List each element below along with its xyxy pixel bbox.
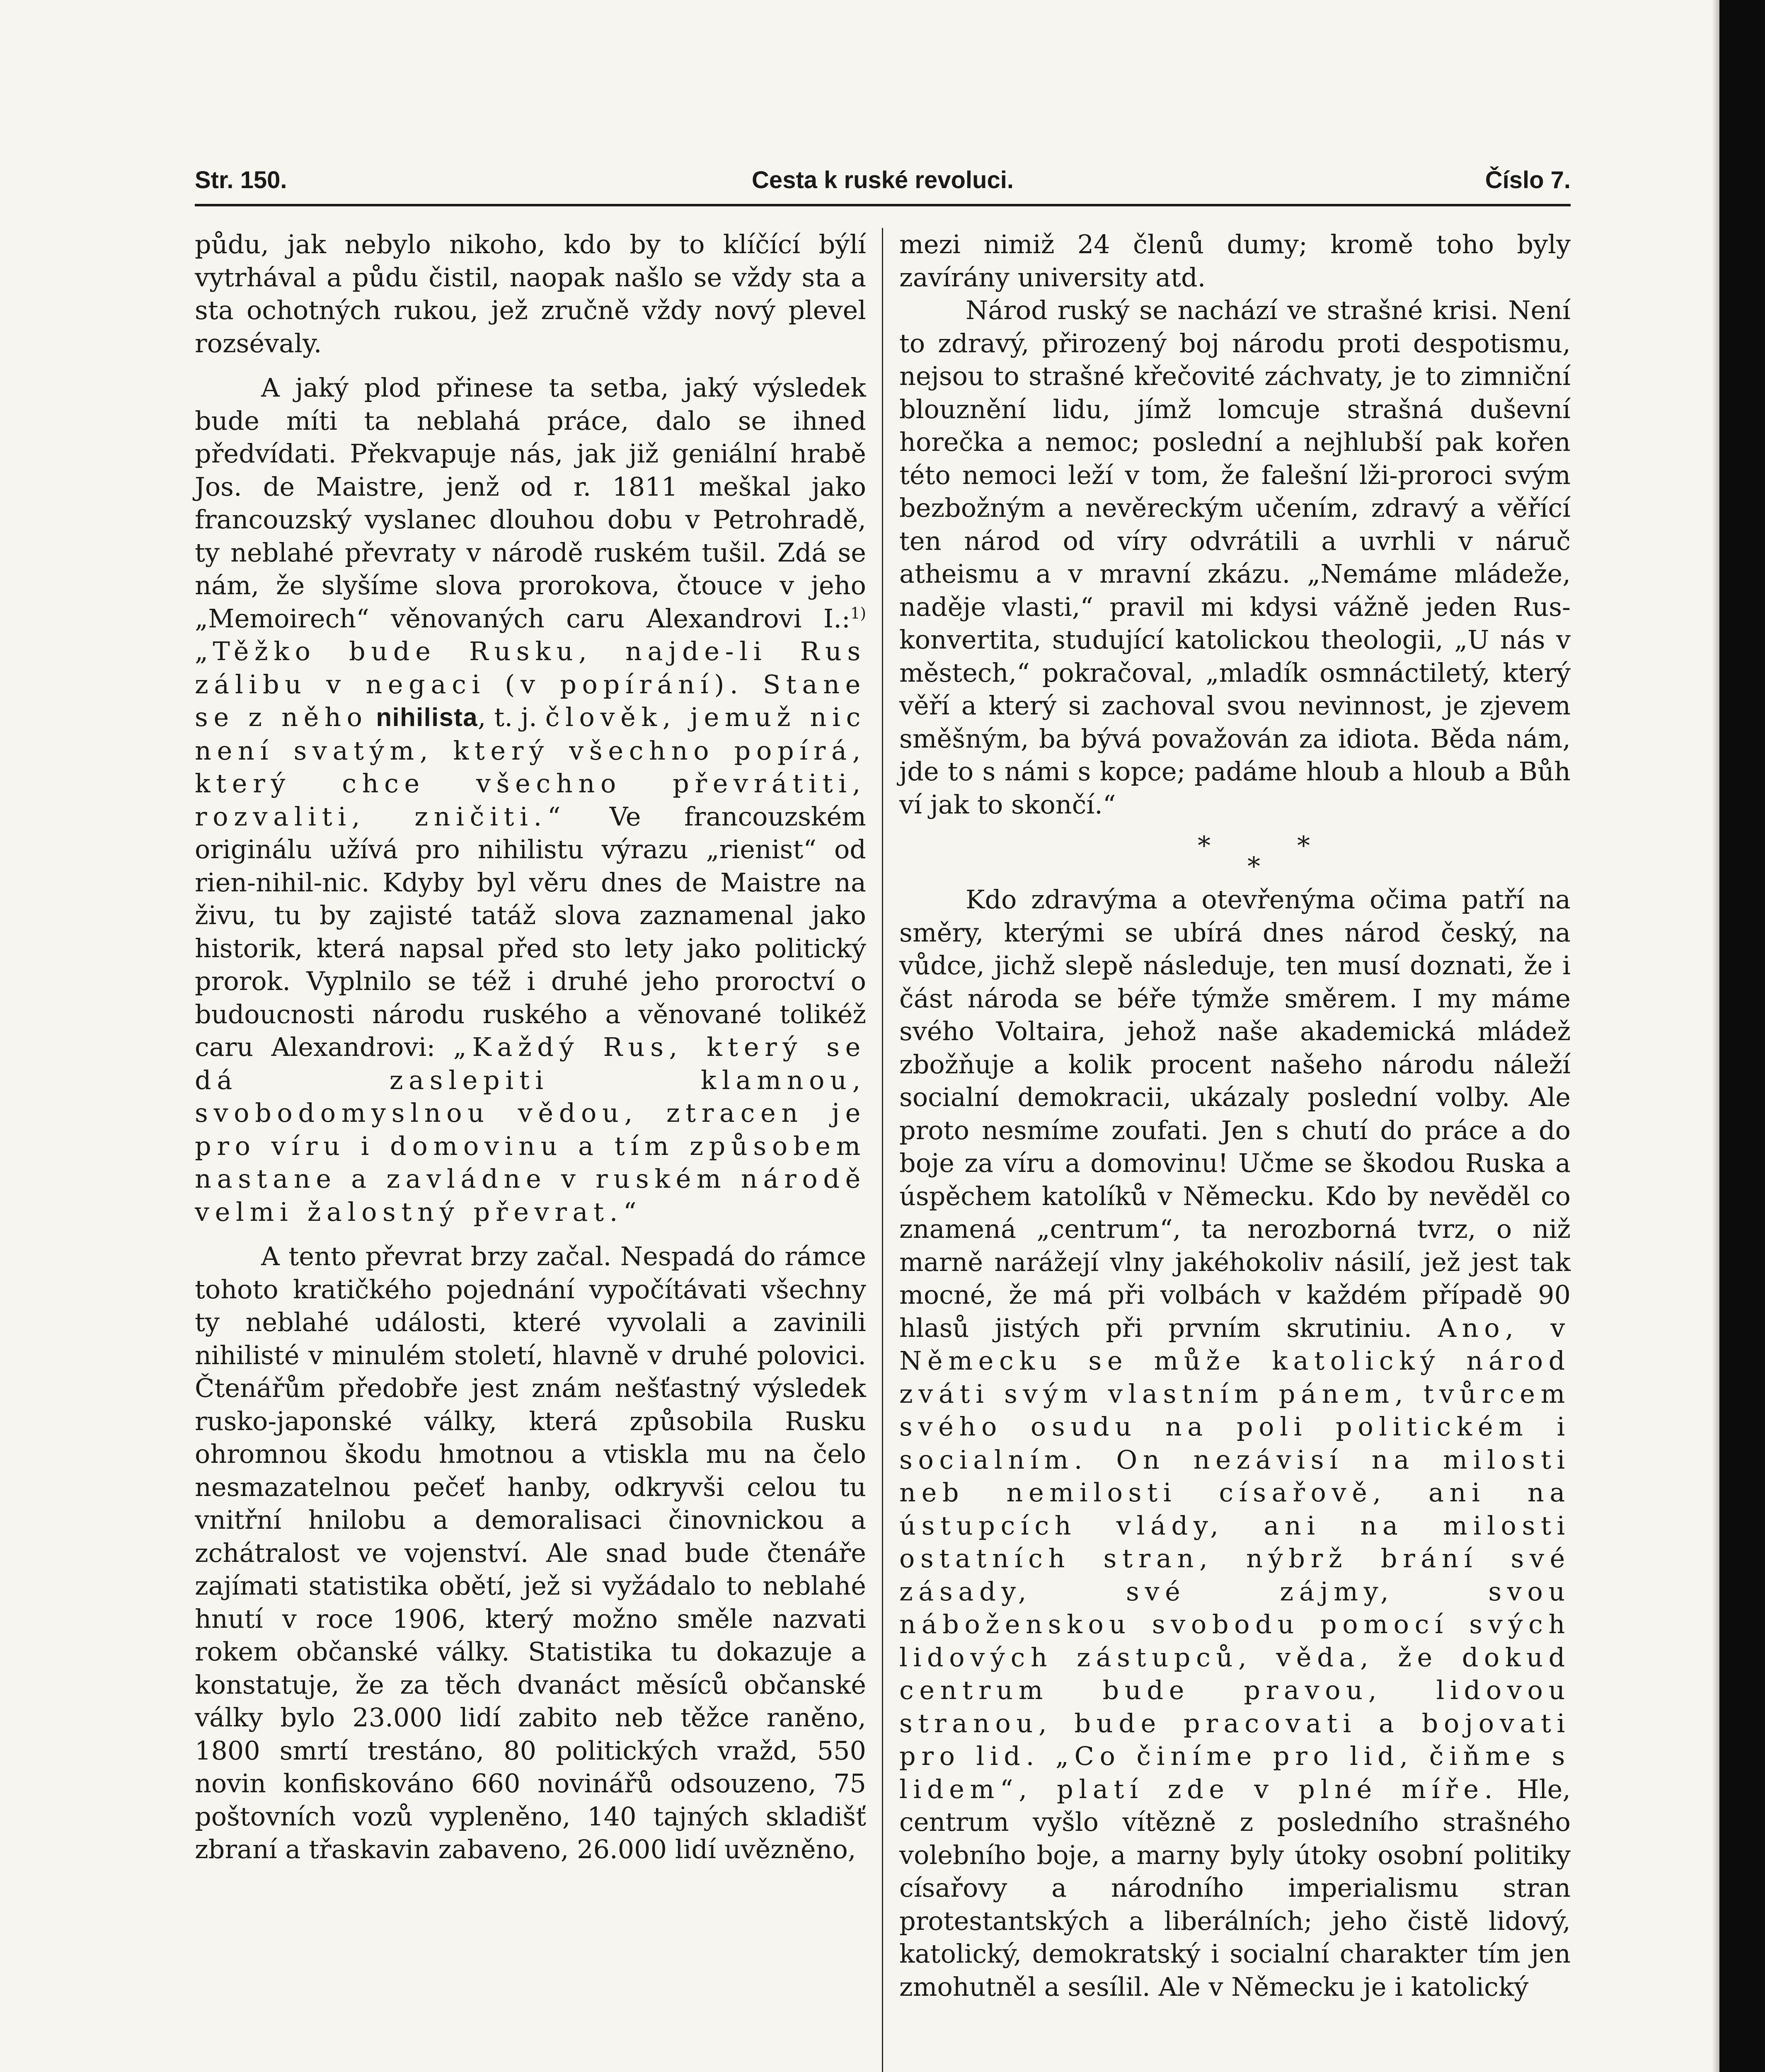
paragraph-6-spaced: Ano, v Německu se může katolický národ zváti svým vlastním pánem, tvůrcem svého osudu na poli politickém i socialním. On nezávisí na milosti neb nemilosti císařově, ani na ústupcích vlády, ani na milosti ostatních stran, nýbrž brání své zásady, své zájmy, svou náboženskou svobodu pomocí svých lidových zástupců, věda, že dokud centrum bude pravou, lidovou stranou, bude pracovati a bojovati pro lid. „Co činíme pro lid, čiňme s lidem“, platí zde v plné míře. [899,1312,1571,1804]
page-edge-shadow [1712,0,1719,2072]
paragraph-2-text-b: , t. j. [477,702,537,732]
paragraph-3: A tento převrat brzy začal. Nespadá do rámce tohoto kratičkého pojednání vypočítávati všechny ty neblahé události, které vyvolali a zavinili nihilisté v minulém století, hlavně v druhé polovici. Čtenářům předobře jest znám nešťastný výsledek rusko-japonské války, která způsobila Rusku ohromnou škodu hmotnou a vtiskla mu na čelo nesmazatelnou pečeť hanby, odkryvši celou tu vnitřní hnilobu a demoralisaci činovnickou a zchátralost ve vojenství. Ale snad bude čtenáře zajímati statistika obětí, jež si vyžádalo to neblahé hnutí v roce 1906, který možno směle nazvati rokem občanské války. Statistika tu dokazuje a konstatuje, že za těch dvanáct měsíců občanské války bylo 23.000 lidí zabito neb těžce raněno, 1800 smrtí trestáno, 80 politických vražd, 550 novin konfiskováno 660 novinářů odsouzeno, 75 poštovních vozů vypleněno, 140 tajných skladišť zbraní a třaskavin zabaveno, 26.000 lidí uvězněno, [195,1241,866,1864]
star-bottom: * [1247,851,1260,881]
quote-prophecy-2: člověk, jemuž nic není svatým, který všechno popírá, který chce všechno převrátiti, rozvaliti, zničiti.“ [195,702,866,832]
page-title: Cesta k ruské revoluci. [752,167,1014,194]
page-number: Str. 150. [195,167,287,194]
paragraph-2 [195,371,866,1228]
page [195,157,1571,2072]
term-nihilista: nihilista [376,703,478,732]
header-rule [195,204,1571,206]
star-left: * [1198,830,1211,861]
paragraph-6-text-b: Hle, centrum vyšlo vítězně z posledního strašného volebního boje, a marny byly útoky osobní politiky císařovy a národního imperialismu stran protestantských a liberálních; jeho čistě lidový, katolický, demokratský i socialní charakter tím jen zmohutněl a sesílil. Ale v Německu je i katolický [899,1774,1571,2002]
paragraph-6-text-a: Kdo zdravýma a otevřenýma očima patří na směry, kterými se ubírá dnes národ český, na vůdce, jichž slepě následuje, ten musí doznati, že i část národa se béře týmže směrem. I my máme svého Voltaira, jehož naše akademická mládež zbožňuje a kolik procent našeho národu náleží socialní demokracii, ukázaly poslední volby. Ale proto nesmíme zoufati. Jen s chutí do práce a do boje za víru a domovinu! Učme se škodou Ruska a úspěchem katolíků v Německu. Kdo by nevěděl co znamená „centrum“, ta nerozborná tvrz, o niž marně narážejí vlny jakéhokoliv násilí, jež jest tak mocné, že má při volbách v každém případě 90 hlasů jistých při prvním skrutiniu. [899,884,1571,1343]
scan-border [1719,0,1765,2072]
column-divider [882,228,883,2072]
paragraph-6 [899,883,1571,2003]
paragraph-2-text-a: A jaký plod přinese ta setba, jaký výsledek bude míti ta neblahá práce, dalo se ihned předvídati. Překvapuje nás, jak již geniální hrabě Jos. de Maistre, jenž od r. 1811 meškal jako francouzský vyslanec dlouhou dobu v Petrohradě, ty neblahé převraty v národě ruském tušil. Zdá se nám, že slyšíme slova prorokova, čtouce v jeho „Memoirech“ věnovaných caru Alexandrovi I.: [195,373,866,634]
issue-number: Číslo 7. [1485,167,1571,194]
running-head [195,157,1571,203]
right-column [899,228,1571,2003]
star-right: * [1297,830,1310,861]
paragraph-2-text-c: Ve francouzském originálu užívá pro nihilistu výrazu „rienist“ od rien-nihil-nic. Kdyby byl věru dnes de Maistre na živu, tu by zajisté tatáž slova zaznamenal jako historik, která napsal před sto lety jako politický prorok. Vyplnilo se též i druhé jeho proroctví o budoucnosti národu ruského a věnované tolikéž caru Alexandrovi: [195,801,866,1062]
paragraph-4: mezi nimiž 24 členů dumy; kromě toho byly zavírány university atd. [899,229,1571,293]
paragraph-5: Národ ruský se nachází ve strašné krisi. Není to zdravý, přirozený boj národu proti despotismu, nejsou to strašné křečovité záchvaty, je to zimniční blouznění lidu, jímž lomcuje strašná duševní horečka a nemoc; poslední a nejhlubší pak kořen této nemoci leží v tom, že falešní lži-proroci svým bezbožným a nevěreckým učením, zdravý a věřící ten národ od víry odvrátili a uvrhli v náruč atheismu a v mravní zkázu. „Nemáme mládeže, naděje vlasti,“ pravil mi kdysi vážně jeden Rus-konvertita, studující katolickou theologii, „U nás v městech,“ pokračoval, „mladík osmnáctiletý, který věří a který si zachoval svou nevinnost, je zjevem směšným, ba bývá považován za idiota. Běda nám, jde to s námi s kopce; padáme hloub a hloub a Bůh ví jak to skončí.“ [899,295,1571,820]
section-separator [899,821,1571,883]
left-column [195,228,866,1866]
footnote-reference: 1) [850,603,866,622]
quote-prophecy-3: „Každý Rus, který se dá zaslepiti klamnou, svobodomyslnou vědou, ztracen je pro víru i domovinu a tím způsobem nastane a zavládne v ruském národě velmi žalostný převrat.“ [195,1032,866,1227]
quote-prophecy-1: „Těžko bude Rusku, najde-li Rus zálibu v negaci (v popírání). Stane se z něho [195,636,866,732]
paragraph-1: půdu, jak nebylo nikoho, kdo by to klíčící býlí vytrhával a půdu čistil, naopak našlo se vždy sta a sta ochotných rukou, jež zručně vždy nový plevel rozsévaly. [195,229,866,358]
